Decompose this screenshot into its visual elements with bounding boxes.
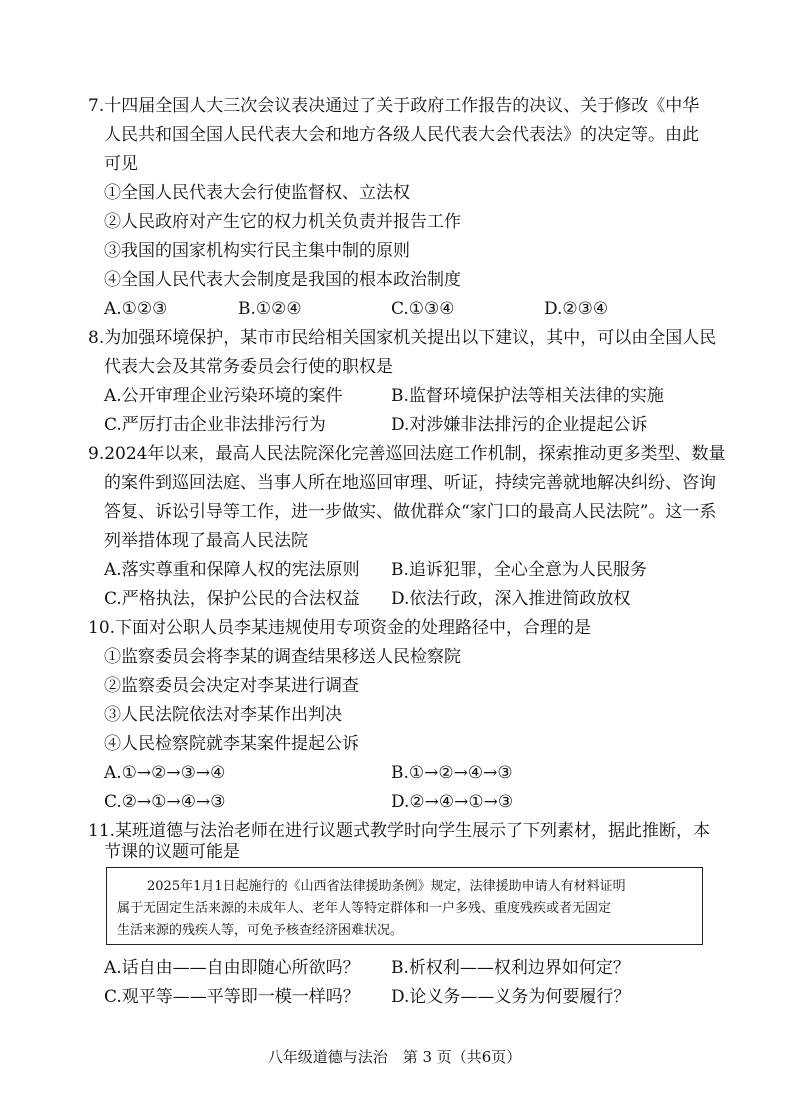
q10-option-c: C.②→①→④→③ (104, 792, 226, 812)
q11-option-d: D.论义务——义务为何要履行？ (391, 987, 631, 1007)
q8-stem-line2: 代表大会及其常务委员会行使的职权是 (104, 357, 393, 377)
q11-option-a: A.话自由——自由即随心所欲吗？ (104, 958, 360, 978)
q11-option-b: B.析权利——权利边界如何定？ (391, 958, 630, 978)
page-footer: 八年级道德与法治 第 3 页（共6页） (267, 1048, 522, 1066)
q7-stem-line3: 可见 (104, 154, 138, 174)
q8-option-a: A.公开审理企业污染环境的案件 (104, 386, 343, 406)
q7-option-d: D.②③④ (544, 299, 609, 319)
q11-stem-line2: 节课的议题可能是 (104, 842, 240, 862)
q7-statement-4: ④全国人民代表大会制度是我国的根本政治制度 (104, 270, 461, 290)
q7-statement-3: ③我国的国家机构实行民主集中制的原则 (104, 241, 410, 261)
q7-statement-2: ②人民政府对产生它的权力机关负责并报告工作 (104, 212, 461, 232)
q11-material-line3: 生活来源的残疾人等，可免予核查经济困难状况。 (117, 923, 404, 938)
q11-material-line2: 属于无固定生活来源的未成年人、老年人等特定群体和一户多残、重度残疾或者无固定 (117, 901, 612, 916)
q7-stem-line1: 7.十四届全国人大三次会议表决通过了关于政府工作报告的决议、关于修改《中华 (88, 96, 700, 116)
q10-option-b: B.①→②→④→③ (391, 763, 513, 783)
q10-step-1: ①监察委员会将李某的调查结果移送人民检察院 (104, 647, 461, 667)
q8-option-b: B.监督环境保护法等相关法律的实施 (391, 386, 664, 406)
q7-option-c: C.①③④ (391, 299, 455, 319)
q9-stem-line4: 列举措体现了最高人民法院 (104, 531, 308, 551)
q10-step-4: ④人民检察院就李某案件提起公诉 (104, 734, 359, 754)
q9-option-d: D.依法行政，深入推进简政放权 (391, 589, 631, 609)
q7-statement-1: ①全国人民代表大会行使监督权、立法权 (104, 183, 410, 203)
q10-option-a: A.①→②→③→④ (104, 763, 226, 783)
q9-option-b: B.追诉犯罪，全心全意为人民服务 (391, 560, 647, 580)
q9-option-a: A.落实尊重和保障人权的宪法原则 (104, 560, 360, 580)
q10-step-2: ②监察委员会决定对李某进行调查 (104, 676, 359, 696)
q11-material-line1: 2025年1月1日起施行的《山西省法律援助条例》规定，法律援助申请人有材料证明 (147, 879, 626, 894)
q11-stem-line1: 11.某班道德与法治老师在进行议题式教学时向学生展示了下列素材，据此推断，本 (88, 821, 711, 841)
q7-stem-line2: 人民共和国全国人民代表大会和地方各级人民代表大会代表法》的决定等。由此 (104, 125, 699, 145)
q10-stem: 10.下面对公职人员李某违规使用专项资金的处理路径中，合理的是 (88, 618, 592, 638)
q11-material-box (106, 867, 703, 945)
q11-option-c: C.观平等——平等即一模一样吗？ (104, 987, 360, 1007)
q9-stem-line1: 9.2024年以来，最高人民法院深化完善巡回法庭工作机制，探索推动更多类型、数量 (88, 444, 726, 464)
q9-stem-line2: 的案件到巡回法庭、当事人所在地巡回审理、听证，持续完善就地解决纠纷、咨询 (104, 473, 716, 493)
q8-option-d: D.对涉嫌非法排污的企业提起公诉 (391, 415, 648, 435)
q10-option-d: D.②→④→①→③ (391, 792, 514, 812)
q7-option-a: A.①②③ (104, 299, 168, 319)
q9-option-c: C.严格执法，保护公民的合法权益 (104, 589, 360, 609)
q8-option-c: C.严厉打击企业非法排污行为 (104, 415, 326, 435)
q8-stem-line1: 8.为加强环境保护，某市市民给相关国家机关提出以下建议，其中，可以由全国人民 (88, 328, 717, 348)
q10-step-3: ③人民法院依法对李某作出判决 (104, 705, 342, 725)
q7-option-b: B.①②④ (238, 299, 302, 319)
q9-stem-line3: 答复、诉讼引导等工作，进一步做实、做优群众“家门口的最高人民法院”。这一系 (104, 502, 717, 522)
